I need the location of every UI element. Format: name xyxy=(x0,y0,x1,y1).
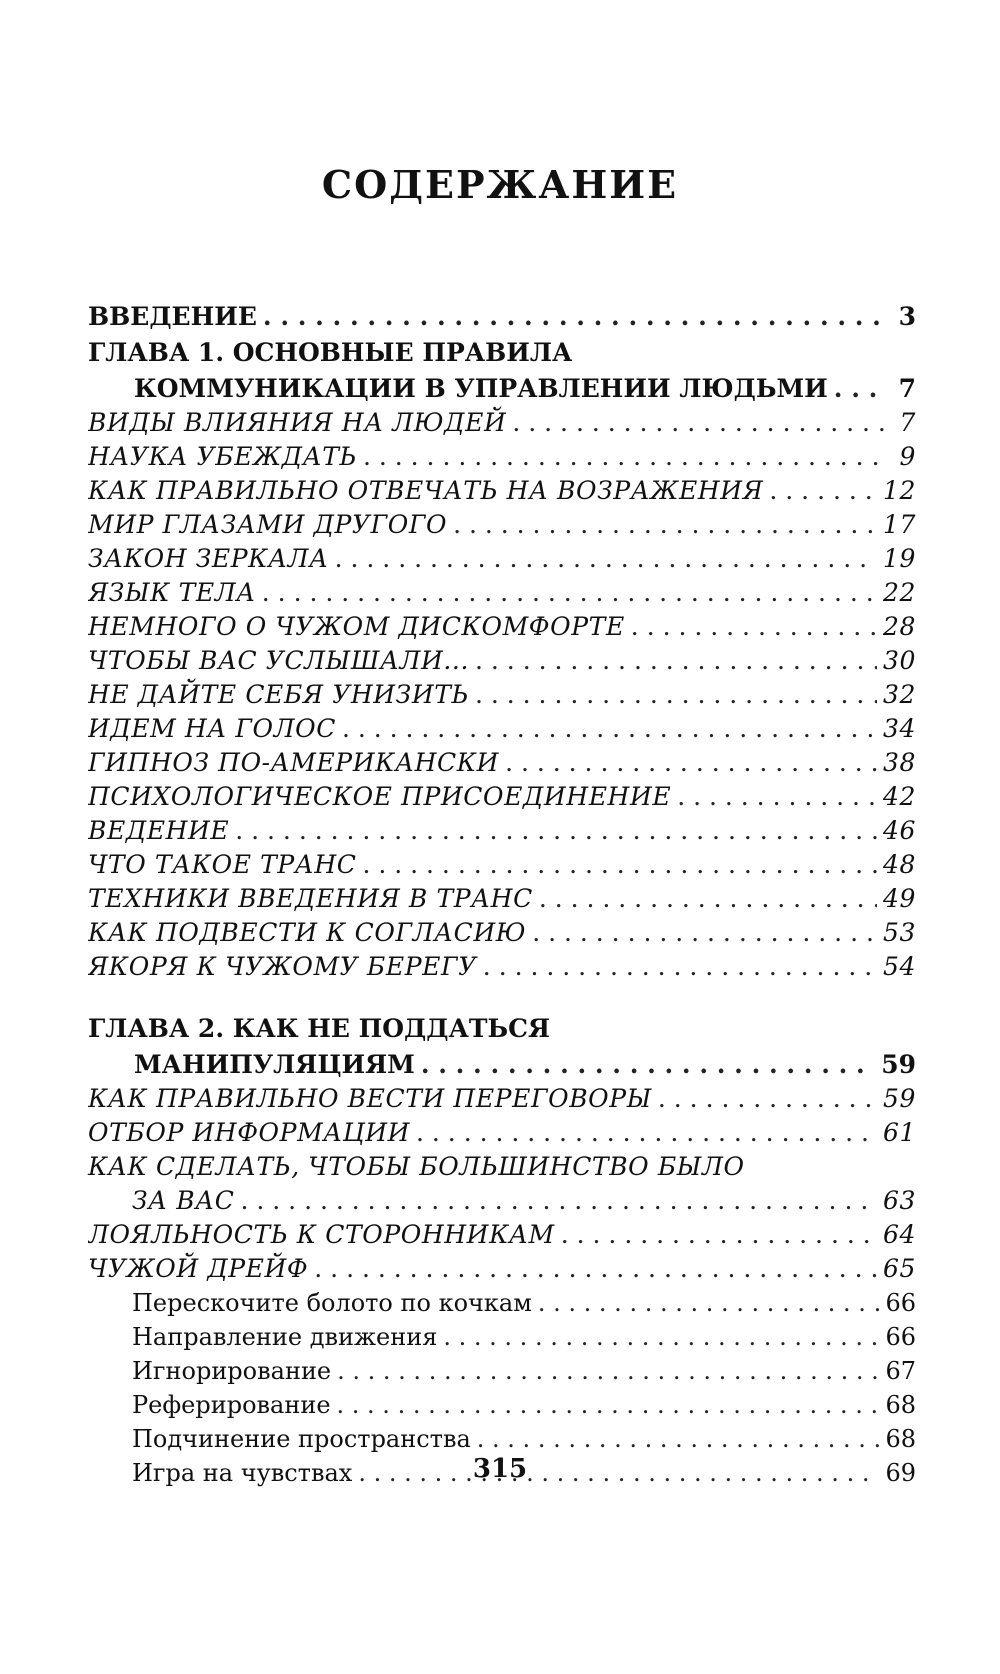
leader-dots xyxy=(453,508,877,542)
toc-page: 67 xyxy=(885,1357,916,1385)
toc-page: 42 xyxy=(882,782,916,811)
toc-page: 30 xyxy=(882,646,916,675)
toc-entry xyxy=(88,746,916,780)
leader-dots xyxy=(314,1252,877,1286)
toc-page: 66 xyxy=(885,1323,916,1351)
page-number: 315 xyxy=(472,1454,528,1484)
toc-label: ЗАКОН ЗЕРКАЛА xyxy=(88,544,329,573)
toc-page: 32 xyxy=(882,680,916,709)
toc-label: ЧУЖОЙ ДРЕЙФ xyxy=(88,1254,309,1283)
toc-page: 69 xyxy=(885,1459,916,1487)
leader-dots xyxy=(241,1184,877,1218)
toc-page: 59 xyxy=(882,1084,916,1113)
toc-label: КАК ПРАВИЛЬНО ОТВЕЧАТЬ НА ВОЗРАЖЕНИЯ xyxy=(88,476,764,505)
leader-dots xyxy=(834,372,884,406)
chapter2-heading-line1: ГЛАВА 2. КАК НЕ ПОДДАТЬСЯ xyxy=(88,1014,551,1043)
chapter1-heading-line1: ГЛАВА 1. ОСНОВНЫЕ ПРАВИЛА xyxy=(88,338,573,367)
toc-entry xyxy=(88,848,916,882)
toc-label: Подчинение пространства xyxy=(132,1425,471,1453)
toc-label: ВИДЫ ВЛИЯНИЯ НА ЛЮДЕЙ xyxy=(88,408,507,437)
leader-dots xyxy=(483,950,877,984)
toc-label: ПСИХОЛОГИЧЕСКОЕ ПРИСОЕДИНЕНИЕ xyxy=(88,782,672,811)
leader-dots xyxy=(539,882,877,916)
toc-page: 46 xyxy=(882,816,916,845)
toc-entry xyxy=(88,508,916,542)
leader-dots xyxy=(475,678,877,712)
toc-page: 19 xyxy=(882,544,916,573)
toc-label: ЯКОРЯ К ЧУЖОМУ БЕРЕГУ xyxy=(88,952,477,981)
toc-label: МИР ГЛАЗАМИ ДРУГОГО xyxy=(88,510,448,539)
chapter1-heading-line2 xyxy=(88,372,916,406)
leader-dots xyxy=(416,1116,877,1150)
leader-dots xyxy=(677,780,877,814)
page-title: СОДЕРЖАНИЕ xyxy=(321,162,679,207)
toc-entry xyxy=(88,1320,916,1354)
toc-label: НЕМНОГО О ЧУЖОМ ДИСКОМФОРТЕ xyxy=(88,612,625,641)
toc-entry xyxy=(88,440,916,474)
toc-page: 66 xyxy=(885,1289,916,1317)
leader-dots xyxy=(337,1354,879,1388)
toc-entry xyxy=(88,576,916,610)
toc-label: ЧТОБЫ ВАС УСЛЫШАЛИ... xyxy=(88,646,470,675)
toc-label: ИДЕМ НА ГОЛОС xyxy=(88,714,336,743)
leader-dots xyxy=(532,916,877,950)
leader-dots xyxy=(421,1048,875,1082)
toc-entry xyxy=(88,1218,916,1252)
toc-label: ГИПНОЗ ПО-АМЕРИКАНСКИ xyxy=(88,748,500,777)
toc-entry xyxy=(88,780,916,814)
toc-page: 59 xyxy=(881,1050,916,1079)
leader-dots xyxy=(362,848,877,882)
leader-dots xyxy=(658,1082,877,1116)
toc-label: ВВЕДЕНИЕ xyxy=(88,302,257,331)
leader-dots xyxy=(262,576,877,610)
chapter2-heading-line2 xyxy=(88,1048,916,1082)
majority-entry-line2 xyxy=(88,1184,916,1218)
toc-intro xyxy=(88,300,916,334)
toc-label: КАК ПРАВИЛЬНО ВЕСТИ ПЕРЕГОВОРЫ xyxy=(88,1084,652,1113)
toc-entry xyxy=(88,644,916,678)
leader-dots xyxy=(561,1218,877,1252)
toc-page: 12 xyxy=(882,476,916,505)
toc-label: НАУКА УБЕЖДАТЬ xyxy=(88,442,357,471)
toc-label: Игра на чувствах xyxy=(132,1459,353,1487)
leader-dots xyxy=(477,1422,880,1456)
toc-entry xyxy=(88,1422,916,1456)
toc-page: 17 xyxy=(882,510,916,539)
toc-page: 61 xyxy=(882,1118,916,1147)
toc-page: 49 xyxy=(882,884,916,913)
table-of-contents xyxy=(88,300,916,1490)
toc-page: 63 xyxy=(882,1186,916,1215)
toc-label: КАК ПОДВЕСТИ К СОГЛАСИЮ xyxy=(88,918,527,947)
toc-label: ЗА ВАС xyxy=(132,1186,235,1215)
toc-entry xyxy=(88,1354,916,1388)
toc-page: 68 xyxy=(885,1391,916,1419)
toc-label: Игнорирование xyxy=(132,1357,332,1385)
leader-dots xyxy=(475,644,877,678)
toc-entry xyxy=(88,678,916,712)
toc-entry xyxy=(88,1286,916,1320)
toc-label: ЛОЯЛЬНОСТЬ К СТОРОННИКАМ xyxy=(88,1220,555,1249)
leader-dots xyxy=(443,1320,879,1354)
toc-label: ЯЗЫК ТЕЛА xyxy=(88,578,256,607)
toc-entry xyxy=(88,814,916,848)
toc-entry xyxy=(88,882,916,916)
toc-page: 7 xyxy=(898,374,916,403)
toc-page: 22 xyxy=(882,578,916,607)
leader-dots xyxy=(363,440,884,474)
toc-page: 28 xyxy=(882,612,916,641)
toc-page: 64 xyxy=(882,1220,916,1249)
toc-label: КОММУНИКАЦИИ В УПРАВЛЕНИИ ЛЮДЬМИ xyxy=(134,374,828,403)
toc-page: 48 xyxy=(882,850,916,879)
leader-dots xyxy=(263,300,884,334)
toc-label: Направление движения xyxy=(132,1323,438,1351)
leader-dots xyxy=(512,406,884,440)
toc-entry xyxy=(88,406,916,440)
toc-entry xyxy=(88,1116,916,1150)
leader-dots xyxy=(631,610,877,644)
toc-page: 53 xyxy=(882,918,916,947)
toc-entry xyxy=(88,712,916,746)
toc-entry xyxy=(88,950,916,984)
toc-label: НЕ ДАЙТЕ СЕБЯ УНИЗИТЬ xyxy=(88,680,469,709)
toc-entry xyxy=(88,610,916,644)
toc-label: МАНИПУЛЯЦИЯМ xyxy=(134,1050,415,1079)
toc-entry xyxy=(88,542,916,576)
leader-dots xyxy=(769,474,877,508)
leader-dots xyxy=(538,1286,880,1320)
toc-page: 65 xyxy=(882,1254,916,1283)
toc-page: 3 xyxy=(898,302,916,331)
toc-page: 9 xyxy=(899,442,916,471)
chapter-gap xyxy=(88,984,916,1010)
toc-label: ВЕДЕНИЕ xyxy=(88,816,230,845)
toc-label: ТЕХНИКИ ВВЕДЕНИЯ В ТРАНС xyxy=(88,884,533,913)
toc-page: 38 xyxy=(882,748,916,777)
majority-entry-line1: КАК СДЕЛАТЬ, ЧТОБЫ БОЛЬШИНСТВО БЫЛО xyxy=(88,1152,745,1181)
toc-label: Реферирование xyxy=(132,1391,331,1419)
toc-entry xyxy=(88,1082,916,1116)
toc-entry xyxy=(88,1388,916,1422)
leader-dots xyxy=(342,712,877,746)
toc-page: 68 xyxy=(885,1425,916,1453)
leader-dots xyxy=(337,1388,880,1422)
toc-page: 54 xyxy=(882,952,916,981)
leader-dots xyxy=(505,746,877,780)
toc-page: 7 xyxy=(899,408,916,437)
toc-page: 34 xyxy=(882,714,916,743)
toc-entry xyxy=(88,916,916,950)
leader-dots xyxy=(235,814,877,848)
toc-label: ОТБОР ИНФОРМАЦИИ xyxy=(88,1118,411,1147)
toc-label: Перескочите болото по кочкам xyxy=(132,1289,532,1317)
toc-entry xyxy=(88,1252,916,1286)
leader-dots xyxy=(335,542,877,576)
toc-entry xyxy=(88,474,916,508)
toc-label: ЧТО ТАКОЕ ТРАНС xyxy=(88,850,357,879)
